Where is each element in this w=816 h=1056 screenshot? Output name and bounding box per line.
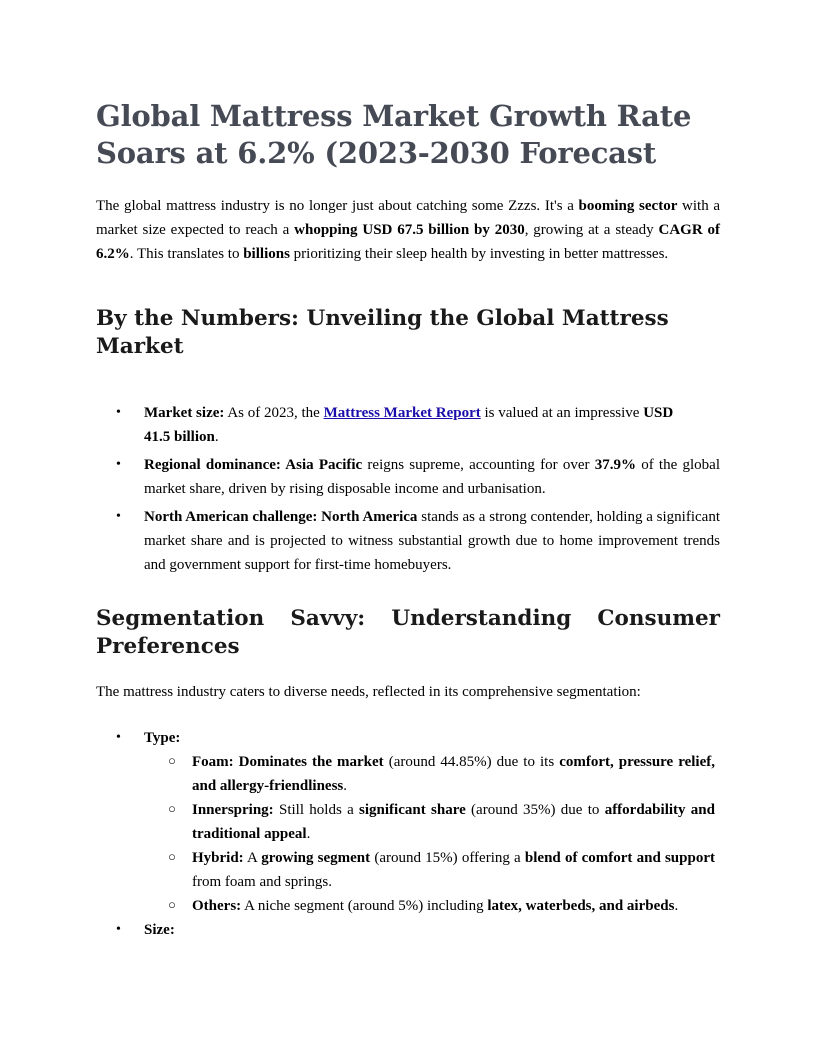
others-label: Others:	[192, 898, 242, 914]
segmentation-heading-line-1	[96, 605, 720, 633]
bullet-icon: •	[116, 405, 121, 420]
circle-bullet-icon: ○	[168, 897, 176, 912]
intro-bold-4: billions	[243, 246, 290, 262]
size-label: Size:	[144, 922, 175, 938]
type-sublist	[96, 750, 720, 918]
intro-text-1: The global mattress industry is no longer just about catching some Zzzs. It's a	[96, 198, 579, 214]
circle-bullet-icon: ○	[168, 753, 176, 768]
market-size-text-2: is valued at an impressive	[480, 405, 644, 421]
segmentation-list	[96, 726, 720, 750]
page-title: Global Mattress Market Growth Rate Soars at 6.2% (2023-2030 Forecast	[96, 99, 692, 170]
heading-word: Consumer	[597, 606, 720, 631]
foam-bold-1: Dominates the market	[233, 754, 384, 770]
mattress-market-report-link[interactable]: Mattress Market Report	[323, 405, 481, 421]
intro-text-3: , growing at a steady	[524, 222, 659, 238]
intro-bold-1: booming sector	[578, 198, 678, 214]
intro-bold-2: whopping USD 67.5 billion by 2030	[294, 222, 525, 238]
north-america-label: North American challenge:	[144, 509, 318, 525]
innerspring-text-3: .	[306, 826, 311, 842]
innerspring-label: Innerspring:	[192, 802, 274, 818]
heading-word: Segmentation	[96, 606, 265, 631]
innerspring-bold-1: significant share	[359, 802, 466, 818]
hybrid-label: Hybrid:	[192, 850, 244, 866]
north-america-text-1: stands as a strong contender, holding a significant market share and is projected to witness substantial growth due to home improvement trends and government support for first-time homebuyers.	[144, 509, 720, 573]
innerspring-text-2: (around 35%) due to	[465, 802, 605, 818]
segmentation-heading	[96, 605, 720, 661]
type-label: Type:	[144, 730, 181, 746]
regional-text-2: of the global market share, driven by rising disposable income and urbanisation.	[144, 457, 720, 497]
regional-text-1: reigns supreme, accounting for over	[362, 457, 595, 473]
circle-bullet-icon: ○	[168, 849, 176, 864]
foam-label: Foam:	[192, 754, 234, 770]
segmentation-intro: The mattress industry caters to diverse needs, reflected in its comprehensive segmentation:	[96, 684, 641, 700]
list-item-north-america	[96, 505, 720, 577]
bullet-icon: •	[116, 730, 121, 745]
others-bold-1: latex, waterbeds, and airbeds	[487, 898, 675, 914]
innerspring-text-1: Still holds a	[273, 802, 360, 818]
foam-text-1: (around 44.85%) due to its	[383, 754, 560, 770]
regional-bold-1: Asia Pacific	[280, 457, 363, 473]
regional-label: Regional dominance:	[144, 457, 281, 473]
numbers-heading: By the Numbers: Unveiling the Global Mattress Market	[96, 306, 669, 359]
list-item-size	[96, 918, 720, 942]
innerspring-bold-2: affordability and traditional appeal	[192, 802, 715, 842]
bullet-icon: •	[116, 509, 121, 524]
segmentation-heading-line-2: Preferences	[96, 634, 240, 659]
list-item-market-size	[96, 401, 720, 449]
intro-text-5: prioritizing their sleep health by investing in better mattresses.	[289, 246, 669, 262]
circle-bullet-icon: ○	[168, 801, 176, 816]
market-size-text-1: As of 2023, the	[224, 405, 324, 421]
regional-bold-2: 37.9%	[594, 457, 636, 473]
market-size-label: Market size:	[144, 405, 225, 421]
list-item-regional	[96, 453, 720, 501]
heading-word: Understanding	[391, 606, 572, 631]
bullet-icon: •	[116, 922, 121, 937]
hybrid-text-2: (around 15%) offering a	[370, 850, 525, 866]
hybrid-text-3: from foam and springs.	[192, 874, 332, 890]
sublist-item-hybrid	[96, 846, 720, 894]
market-size-value: 41.5 billion	[144, 429, 215, 445]
north-america-bold-1: North America	[317, 509, 418, 525]
others-text-2: .	[674, 898, 679, 914]
bullet-icon: •	[116, 457, 121, 472]
sublist-item-innerspring	[96, 798, 720, 846]
list-item-type	[96, 726, 720, 750]
intro-text-2: with a market size expected to reach a	[96, 198, 721, 238]
market-size-text-3: .	[214, 429, 219, 445]
foam-bold-2: comfort, pressure relief, and allergy-friendliness	[192, 754, 716, 794]
hybrid-bold-2: blend of comfort and support	[524, 850, 715, 866]
foam-text-2: .	[343, 778, 348, 794]
others-text-1: A niche segment (around 5%) including	[241, 898, 488, 914]
market-size-currency: USD	[643, 405, 674, 421]
sublist-item-others	[96, 894, 720, 918]
hybrid-text-1: A	[243, 850, 262, 866]
sublist-item-foam	[96, 750, 720, 798]
hybrid-bold-1: growing segment	[261, 850, 371, 866]
intro-text-4: . This translates to	[129, 246, 244, 262]
heading-word: Savvy:	[290, 606, 366, 631]
size-list	[96, 918, 720, 942]
intro-paragraph	[96, 194, 720, 266]
numbers-list	[96, 401, 720, 577]
intro-bold-3: CAGR of 6.2%	[96, 222, 720, 262]
